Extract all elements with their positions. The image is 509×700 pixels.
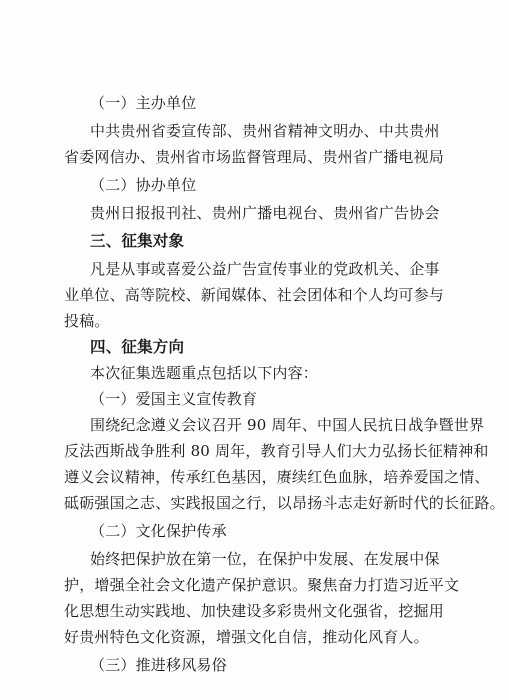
- target-text-line: 凡是从事或喜爱公益广告宣传事业的党政机关、企事: [90, 260, 440, 278]
- topic1-text-line: 反法西斯战争胜利 80 周年，教育引导人们大力弘扬长征精神和: [64, 442, 489, 460]
- organizer-heading: （一）主办单位: [90, 94, 197, 112]
- topic1-text-line: 围绕纪念遵义会议召开 90 周年、中国人民抗日战争暨世界: [90, 416, 485, 434]
- direction-intro: 本次征集选题重点包括以下内容：: [90, 364, 319, 382]
- organizer-text-line: 省委网信办、贵州省市场监督管理局、贵州省广播电视局: [64, 148, 445, 166]
- topic2-text-line: 始终把保护放在第一位，在保护中发展、在发展中保: [90, 550, 440, 568]
- target-text-line: 投稿。: [64, 312, 110, 330]
- topic1-text-line: 砥砺强国之志、实践报国之行，以昂扬斗志走好新时代的长征路。: [64, 494, 505, 512]
- co-organizer-text-line: 贵州日报报刊社、贵州广播电视台、贵州省广告协会: [90, 204, 440, 222]
- target-text-line: 业单位、高等院校、新闻媒体、社会团体和个人均可参与: [64, 286, 445, 304]
- direction-section-heading: 四、征集方向: [90, 337, 185, 356]
- topic2-text-line: 护，增强全社会文化遗产保护意识。聚焦奋力打造习近平文: [64, 576, 460, 594]
- topic1-heading: （一）爱国主义宣传教育: [90, 390, 258, 408]
- topic1-text-line: 遵义会议精神，传承红色基因，赓续红色血脉，培养爱国之情、: [64, 468, 490, 486]
- topic2-heading: （二）文化保护传承: [90, 522, 227, 540]
- topic3-heading: （三）推进移风易俗: [90, 656, 227, 674]
- organizer-text-line: 中共贵州省委宣传部、贵州省精神文明办、中共贵州: [90, 122, 440, 140]
- target-section-heading: 三、征集对象: [90, 231, 185, 250]
- co-organizer-heading: （二）协办单位: [90, 176, 197, 194]
- topic2-text-line: 好贵州特色文化资源，增强文化自信，推动化风育人。: [64, 628, 429, 646]
- topic2-text-line: 化思想生动实践地、加快建设多彩贵州文化强省，挖掘用: [64, 602, 445, 620]
